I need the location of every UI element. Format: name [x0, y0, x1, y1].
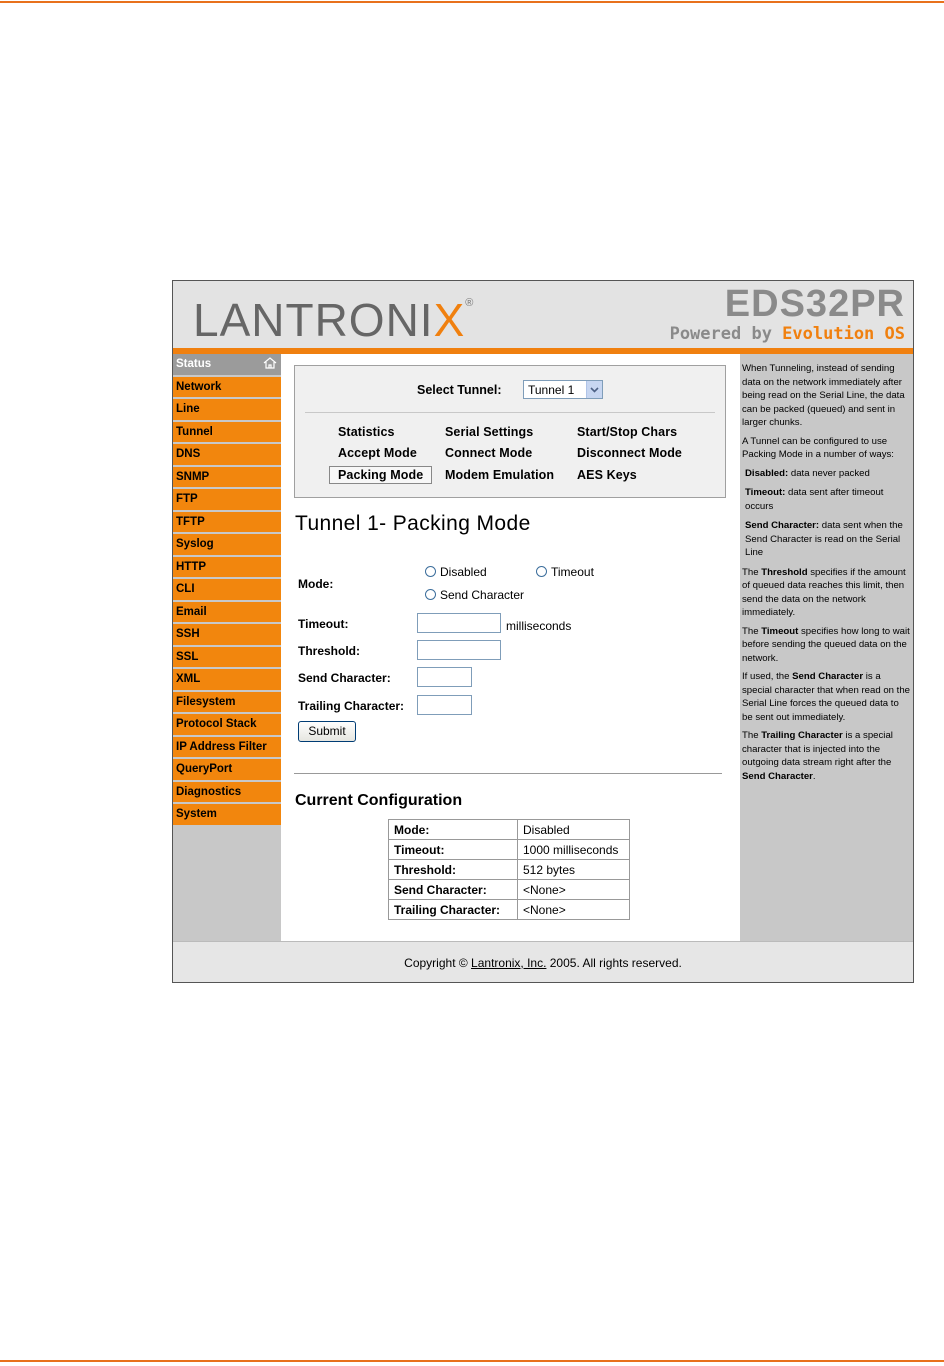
help-term: Trailing Character [761, 730, 843, 741]
help-text: specifies how long to wait before sending the queued data on the network. [742, 625, 910, 664]
sidebar-item-xml[interactable]: XML [173, 669, 281, 692]
table-row [389, 840, 630, 860]
radio-disabled[interactable] [425, 566, 436, 577]
table-row [389, 900, 630, 920]
link-serial-settings[interactable]: Serial Settings [445, 425, 534, 439]
link-statistics[interactable]: Statistics [338, 425, 395, 439]
help-term: Send Character: [745, 520, 820, 531]
help-definition-send-character [745, 519, 911, 560]
sidebar-item-snmp[interactable]: SNMP [173, 467, 281, 490]
config-value: <None> [518, 880, 630, 900]
help-text: data sent after timeout occurs [745, 487, 884, 512]
help-panel [740, 354, 913, 941]
tunnel-select-row [295, 380, 725, 399]
help-send-character [742, 670, 911, 724]
help-term: Disabled: [745, 467, 789, 479]
radio-timeout[interactable] [536, 566, 547, 577]
section-divider [294, 773, 722, 774]
submit-button[interactable]: Submit [298, 721, 356, 742]
help-term: Timeout [761, 625, 799, 637]
help-paragraph: When Tunneling, instead of sending data on the network immediately after being read on the Serial Line, the data can be packed (queued) and sent in larger chunks. [742, 363, 905, 428]
copyright-suffix: 2005. All rights reserved. [546, 956, 682, 970]
copyright-prefix: Copyright © [404, 956, 472, 970]
trailing-character-label: Trailing Character: [298, 699, 405, 713]
sidebar-nav [173, 354, 281, 941]
tunnel-select-value: Tunnel 1 [528, 383, 575, 397]
document-top-rule [0, 1, 944, 3]
sidebar-item-ssh[interactable]: SSH [173, 624, 281, 647]
document-bottom-rule [0, 1360, 944, 1362]
config-key: Mode: [389, 820, 518, 840]
send-character-input[interactable] [417, 667, 472, 687]
threshold-label: Threshold: [298, 644, 360, 658]
help-text: The [742, 730, 762, 741]
help-text: data never packed [788, 467, 870, 479]
help-text: The [742, 625, 762, 637]
help-text: is a special character that is injected into the outgoing data stream right after the [742, 730, 893, 768]
radio-send-character[interactable] [425, 589, 436, 600]
link-modem-emulation[interactable]: Modem Emulation [445, 468, 555, 482]
header-banner [173, 281, 913, 354]
table-row [389, 860, 630, 880]
table-row [389, 820, 630, 840]
help-text: is a special character that when read on the Serial Line forces the queued data to be sent out immediately. [742, 671, 910, 723]
radio-timeout-label: Timeout [551, 565, 594, 579]
link-disconnect-mode[interactable]: Disconnect Mode [577, 446, 682, 460]
sidebar-item-line[interactable]: Line [173, 399, 281, 422]
link-accept-mode[interactable]: Accept Mode [338, 446, 417, 460]
threshold-input[interactable] [417, 640, 501, 660]
footer [173, 941, 913, 983]
help-text: . [812, 770, 816, 782]
sidebar-item-label: Status [176, 358, 212, 370]
logo-text: LANTRONIX [193, 294, 466, 346]
powered-prefix: Powered by [669, 324, 783, 344]
product-model: EDS32PR [724, 283, 905, 325]
chevron-down-icon[interactable] [586, 381, 602, 398]
config-value: 512 bytes [518, 860, 630, 880]
radio-disabled-label: Disabled [440, 565, 487, 579]
sidebar-item-ip-address-filter[interactable]: IP Address Filter [173, 737, 281, 760]
help-term: Send Character [742, 770, 813, 782]
config-key: Send Character: [389, 880, 518, 900]
help-term: Threshold [761, 566, 808, 578]
help-text: specifies if the amount of queued data reaches this limit, then send the data on the network immediately. [742, 566, 906, 618]
config-value: Disabled [518, 820, 630, 840]
link-packing-mode[interactable]: Packing Mode [329, 466, 432, 484]
help-trailing-character [742, 729, 911, 783]
config-value: 1000 milliseconds [518, 840, 630, 860]
sidebar-item-network[interactable]: Network [173, 377, 281, 400]
sidebar-item-status[interactable] [173, 354, 281, 377]
logo-registered-mark: ® [465, 297, 475, 309]
help-text: If used, the [742, 671, 793, 682]
link-connect-mode[interactable]: Connect Mode [445, 446, 533, 460]
current-configuration-title: Current Configuration [295, 792, 463, 809]
timeout-label: Timeout: [298, 617, 349, 631]
help-threshold [742, 566, 911, 620]
page-title: Tunnel 1- Packing Mode [295, 512, 531, 535]
sidebar-item-filesystem[interactable]: Filesystem [173, 692, 281, 715]
timeout-input[interactable] [417, 613, 501, 633]
lantronix-link[interactable]: Lantronix, Inc. [471, 956, 547, 970]
table-row [389, 880, 630, 900]
sidebar-item-ssl[interactable]: SSL [173, 647, 281, 670]
main-content [281, 354, 740, 941]
link-aes-keys[interactable]: AES Keys [577, 468, 637, 482]
config-key: Timeout: [389, 840, 518, 860]
help-term: Timeout: [745, 487, 786, 498]
tunnel-menu-box [294, 365, 726, 498]
lantronix-logo [193, 293, 474, 347]
home-icon[interactable] [263, 357, 277, 369]
sidebar-item-syslog[interactable]: Syslog [173, 534, 281, 557]
powered-by-text [670, 325, 905, 343]
config-key: Trailing Character: [389, 900, 518, 920]
current-configuration-table [388, 819, 630, 920]
radio-send-character-label: Send Character [440, 588, 525, 602]
sidebar-item-dns[interactable]: DNS [173, 444, 281, 467]
help-text: data sent when the Send Character is read on the Serial Line [745, 520, 903, 558]
help-text: The [742, 566, 762, 578]
mode-label: Mode: [298, 577, 334, 591]
evolution-os-text: Evolution OS [782, 324, 905, 344]
help-paragraph: A Tunnel can be configured to use Packing Mode in a number of ways: [742, 435, 894, 460]
sidebar-item-tunnel[interactable]: Tunnel [173, 422, 281, 445]
help-term: Send Character [792, 671, 864, 682]
sidebar-item-cli[interactable]: CLI [173, 579, 281, 602]
sidebar-item-email[interactable]: Email [173, 602, 281, 625]
select-tunnel-label: Select Tunnel: [417, 382, 502, 397]
sidebar-item-http[interactable]: HTTP [173, 557, 281, 580]
config-value: <None> [518, 900, 630, 920]
product-branding [670, 283, 905, 343]
sidebar-item-tftp[interactable]: TFTP [173, 512, 281, 535]
help-definition-timeout [745, 486, 911, 513]
timeout-unit: milliseconds [506, 619, 572, 633]
tunnel-select[interactable] [523, 380, 603, 399]
sidebar-item-ftp[interactable]: FTP [173, 489, 281, 512]
sidebar-item-protocol-stack[interactable]: Protocol Stack [173, 714, 281, 737]
sidebar-item-queryport[interactable]: QueryPort [173, 759, 281, 782]
link-start-stop-chars[interactable]: Start/Stop Chars [577, 425, 678, 439]
help-definition-disabled [745, 467, 911, 481]
browser-page [172, 280, 914, 983]
trailing-character-input[interactable] [417, 695, 472, 715]
tunnel-menu-divider [305, 412, 715, 413]
help-timeout [742, 625, 911, 666]
sidebar-item-system[interactable]: System [173, 804, 281, 827]
sidebar-item-diagnostics[interactable]: Diagnostics [173, 782, 281, 805]
send-character-label: Send Character: [298, 671, 391, 685]
config-key: Threshold: [389, 860, 518, 880]
